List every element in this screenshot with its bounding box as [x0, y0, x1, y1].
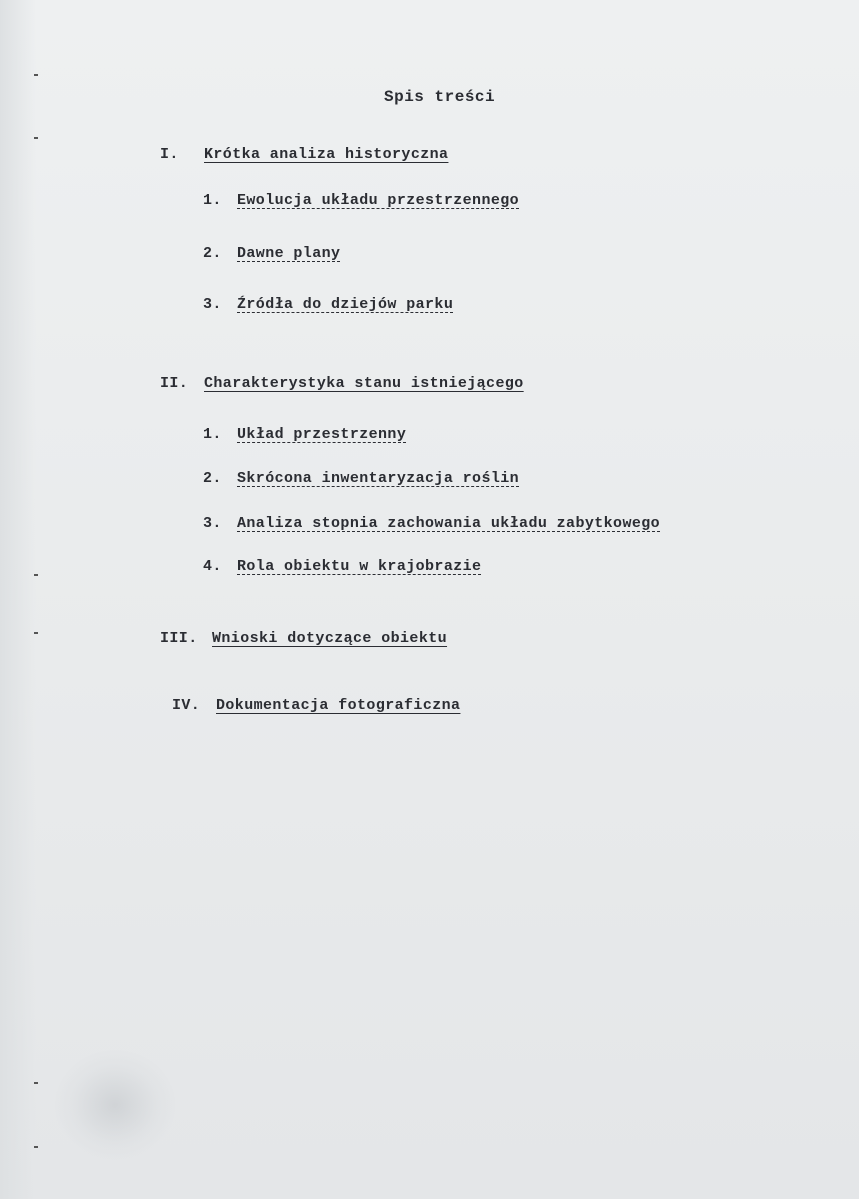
item-label: Rola obiektu w krajobrazie	[237, 558, 482, 575]
section-label: Dokumentacja fotograficzna	[216, 697, 461, 714]
toc-item	[203, 426, 406, 443]
toc-item	[203, 245, 340, 262]
toc-item	[203, 515, 660, 532]
item-label: Dawne plany	[237, 245, 341, 262]
toc-item	[203, 470, 519, 487]
item-number: 2.	[203, 470, 222, 487]
toc-item	[203, 296, 453, 313]
section-number: I.	[160, 146, 179, 163]
paper-smudge	[55, 1050, 175, 1160]
item-number: 1.	[203, 192, 222, 209]
page-title: Spis treści	[384, 88, 496, 106]
item-label: Źródła do dziejów parku	[237, 296, 454, 313]
item-label: Ewolucja układu przestrzennego	[237, 192, 520, 209]
section-label: Charakterystyka stanu istniejącego	[204, 375, 524, 392]
item-number: 4.	[203, 558, 222, 575]
edge-mark	[34, 1082, 38, 1084]
toc-item	[203, 558, 481, 575]
section-number: III.	[160, 630, 198, 647]
toc-section-3	[160, 630, 447, 647]
section-number: IV.	[172, 697, 201, 714]
edge-mark	[34, 632, 38, 634]
edge-mark	[34, 574, 38, 576]
toc-section-1	[160, 146, 448, 163]
toc-section-4	[172, 697, 460, 714]
section-number: II.	[160, 375, 189, 392]
item-number: 1.	[203, 426, 222, 443]
item-number: 3.	[203, 515, 222, 532]
section-label: Wnioski dotyczące obiektu	[212, 630, 448, 647]
toc-section-2	[160, 375, 524, 392]
item-number: 2.	[203, 245, 222, 262]
item-label: Układ przestrzenny	[237, 426, 407, 443]
item-label: Analiza stopnia zachowania układu zabytkowego	[237, 515, 661, 532]
item-label: Skrócona inwentaryzacja roślin	[237, 470, 520, 487]
edge-mark	[34, 1146, 38, 1148]
edge-mark	[34, 74, 38, 76]
toc-item	[203, 192, 519, 209]
section-label: Krótka analiza historyczna	[204, 146, 449, 163]
item-number: 3.	[203, 296, 222, 313]
edge-mark	[34, 137, 38, 139]
